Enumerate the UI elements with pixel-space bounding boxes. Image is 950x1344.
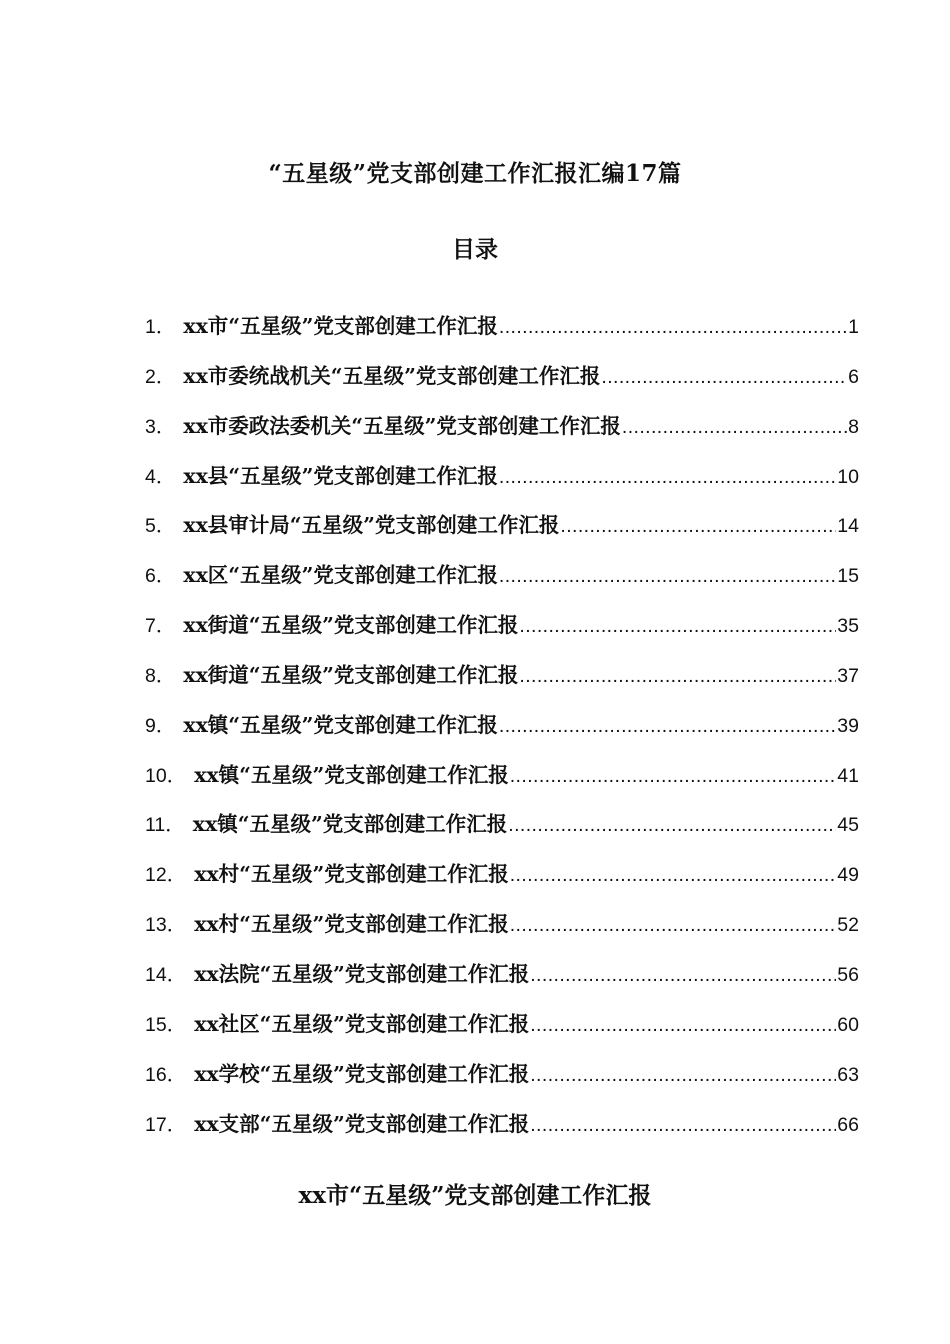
toc-heading: 目录 — [452, 236, 498, 263]
toc-entry-number: 15． — [145, 1013, 187, 1036]
toc-entry[interactable] — [145, 409, 859, 459]
toc-entry-page-number: 14 — [837, 515, 859, 538]
toc-entry[interactable] — [145, 459, 859, 509]
toc-entry-page-number: 1 — [848, 316, 859, 338]
toc-dot-leader — [499, 466, 836, 489]
toc-entry-title: xx镇“五星级”党支部创建工作汇报 — [192, 812, 508, 837]
toc-entry-title: xx支部“五星级”党支部创建工作汇报 — [194, 1111, 530, 1136]
toc-entry-page-number: 15 — [837, 565, 859, 588]
toc-entry-title: xx县“五星级”党支部创建工作汇报 — [183, 463, 498, 488]
toc-entry[interactable] — [145, 708, 859, 758]
toc-dot-leader — [508, 814, 836, 837]
toc-dot-leader — [510, 914, 837, 937]
toc-entry-title: xx县审计局“五星级”党支部创建工作汇报 — [183, 513, 560, 538]
toc-entry-number: 17． — [145, 1113, 187, 1136]
toc-entry-title: xx市“五星级”党支部创建工作汇报 — [183, 314, 498, 338]
toc-entry[interactable] — [145, 608, 859, 658]
toc-dot-leader — [530, 964, 836, 987]
toc-entry-number: 14． — [145, 963, 187, 986]
toc-entry-page-number: 49 — [837, 864, 859, 887]
toc-entry[interactable] — [145, 508, 859, 558]
toc-entry-page-number: 56 — [837, 963, 859, 986]
toc-entry-number: 3． — [145, 415, 176, 438]
toc-entry-title: xx市委政法委机关“五星级”党支部创建工作汇报 — [183, 413, 621, 438]
toc-entry-title: xx学校“五星级”党支部创建工作汇报 — [194, 1061, 530, 1086]
toc-entry-title: xx街道“五星级”党支部创建工作汇报 — [183, 662, 519, 687]
toc-entry-number: 8． — [145, 664, 176, 687]
toc-entry-page-number: 66 — [837, 1113, 859, 1136]
toc-entry-page-number: 41 — [837, 764, 859, 787]
toc-entry[interactable] — [145, 957, 859, 1007]
toc-entry-title: xx街道“五星级”党支部创建工作汇报 — [183, 613, 519, 638]
toc-dot-leader — [560, 515, 836, 538]
toc-dot-leader — [601, 366, 847, 389]
document-title: “五星级”党支部创建工作汇报汇编17篇 — [268, 160, 682, 187]
toc-entry-page-number: 60 — [837, 1013, 859, 1036]
toc-entry-page-number: 10 — [837, 465, 859, 488]
toc-entry-title: xx村“五星级”党支部创建工作汇报 — [194, 862, 509, 887]
toc-entry[interactable] — [145, 309, 859, 359]
toc-dot-leader — [510, 864, 837, 887]
toc-entry-number: 1． — [145, 316, 176, 338]
toc-dot-leader — [519, 665, 836, 688]
toc-entry-title: xx村“五星级”党支部创建工作汇报 — [194, 912, 509, 937]
toc-entry[interactable] — [145, 1007, 859, 1057]
toc-entry-number: 12． — [145, 864, 187, 887]
toc-entry-page-number: 39 — [837, 714, 859, 737]
toc-entry-title: xx区“五星级”党支部创建工作汇报 — [183, 563, 498, 588]
toc-entry-page-number: 63 — [837, 1063, 859, 1086]
toc-entry[interactable] — [145, 658, 859, 708]
section-title: xx市“五星级”党支部创建工作汇报 — [298, 1182, 652, 1209]
toc-entry-number: 6． — [145, 565, 176, 588]
toc-entry-number: 4． — [145, 465, 176, 488]
toc-dot-leader — [530, 1064, 836, 1087]
toc-entry-page-number: 6 — [848, 365, 859, 388]
toc-entry[interactable] — [145, 1057, 859, 1107]
toc-dot-leader — [530, 1114, 836, 1137]
toc-entry-title: xx社区“五星级”党支部创建工作汇报 — [194, 1011, 530, 1036]
toc-dot-leader — [622, 416, 847, 439]
toc-entry[interactable] — [145, 907, 859, 957]
toc-entry-page-number: 35 — [837, 615, 859, 638]
toc-entry-number: 11． — [145, 814, 185, 837]
toc-entry[interactable] — [145, 758, 859, 808]
toc-dot-leader — [510, 765, 837, 788]
toc-dot-leader — [499, 316, 847, 339]
toc-entry-page-number: 52 — [837, 914, 859, 937]
toc-entry-number: 9． — [145, 714, 176, 737]
toc-entry-page-number: 8 — [848, 415, 859, 438]
toc-entry-title: xx法院“五星级”党支部创建工作汇报 — [194, 961, 530, 986]
toc-entry-number: 5． — [145, 515, 176, 538]
toc-dot-leader — [499, 565, 836, 588]
toc-entry[interactable] — [145, 558, 859, 608]
toc-entry-number: 16． — [145, 1063, 187, 1086]
toc-entry-number: 13． — [145, 914, 187, 937]
toc-dot-leader — [530, 1014, 836, 1037]
toc-entry-title: xx镇“五星级”党支部创建工作汇报 — [194, 762, 509, 787]
toc-entry-title: xx镇“五星级”党支部创建工作汇报 — [183, 712, 498, 737]
toc-entry[interactable] — [145, 359, 859, 409]
toc-dot-leader — [519, 615, 836, 638]
toc-entry-number: 10． — [145, 764, 187, 787]
toc-entry-page-number: 45 — [837, 814, 859, 837]
toc-entry[interactable] — [145, 1107, 859, 1157]
toc-entry-number: 7． — [145, 615, 176, 638]
toc-entry-title: xx市委统战机关“五星级”党支部创建工作汇报 — [183, 363, 601, 388]
toc-dot-leader — [499, 715, 836, 738]
toc-entry-page-number: 37 — [837, 664, 859, 687]
toc-entry[interactable] — [145, 857, 859, 907]
toc-entry-number: 2． — [145, 365, 176, 388]
toc-entry[interactable] — [145, 807, 859, 857]
table-of-contents — [145, 309, 859, 1156]
